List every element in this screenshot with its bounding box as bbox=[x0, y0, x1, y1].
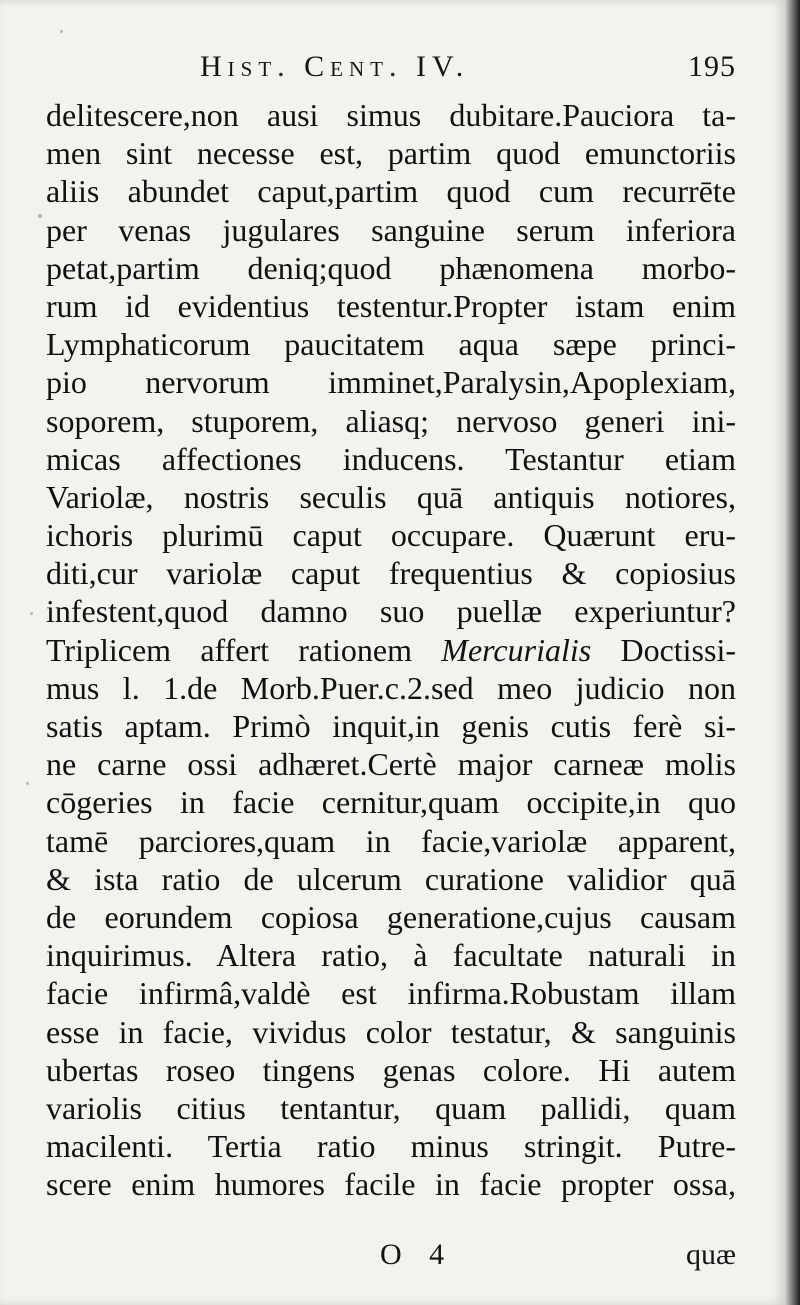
text-line: esse in facie, vividus color testatur, & sanguinis bbox=[46, 1013, 736, 1050]
text-line: & ista ratio de ulcerum curatione validior quā bbox=[46, 860, 736, 897]
text-line: Triplicem affert rationem Mercurialis Doctissi- bbox=[46, 631, 736, 668]
text-line: variolis citius tentantur, quam pallidi, quam bbox=[46, 1089, 736, 1126]
text-line: micas affectiones inducens. Testantur etiam bbox=[46, 440, 736, 477]
paper-speck bbox=[26, 782, 29, 785]
signature-mark: O 4 bbox=[380, 1238, 455, 1271]
text-line: facie infirmâ,valdè est infirma.Robustam illam bbox=[46, 975, 736, 1012]
text-line: ne carne ossi adhæret.Certè major carneæ molis bbox=[46, 746, 736, 783]
text-line: ichoris plurimū caput occupare. Quærunt eru- bbox=[46, 517, 736, 554]
text-line: soporem, stuporem, aliasq; nervoso generi ini- bbox=[46, 402, 736, 439]
text-line: Lymphaticorum paucitatem aqua sæpe princi- bbox=[46, 326, 736, 363]
paper-speck bbox=[38, 214, 42, 218]
text-line: delitescere,non ausi simus dubitare.Pauciora ta- bbox=[46, 97, 736, 133]
text-line: infestent,quod damno suo puellæ experiuntur? bbox=[46, 593, 736, 630]
text-line: satis aptam. Primò inquit,in genis cutis ferè si- bbox=[46, 708, 736, 744]
text-line: aliis abundet caput,partim quod cum recurrēte bbox=[46, 173, 736, 210]
paper-speck bbox=[60, 30, 63, 33]
text-line: cōgeries in facie cernitur,quam occipite,in quo bbox=[46, 784, 736, 821]
page-footer bbox=[0, 1234, 786, 1278]
text-line: petat,partim deniq;quod phænomena morbo- bbox=[46, 249, 736, 286]
text-line: men sint necesse est, partim quod emunctoriis bbox=[46, 135, 736, 172]
text-line: scere enim humores facile in facie propter ossa, bbox=[46, 1166, 736, 1203]
running-title: Hist. Cent. IV. bbox=[200, 50, 470, 83]
text-line: rum id evidentius testentur.Propter istam enim bbox=[46, 287, 736, 324]
text-line: de eorundem copiosa generatione,cujus causam bbox=[46, 898, 736, 935]
text-line: tamē parciores,quam in facie,variolæ apparent, bbox=[46, 822, 736, 859]
body-text bbox=[46, 96, 736, 1203]
page-header bbox=[0, 44, 786, 92]
text-line: pio nervorum imminet,Paralysin,Apoplexiam, bbox=[46, 364, 736, 401]
text-line: macilenti. Tertia ratio minus stringit. Putre- bbox=[46, 1128, 736, 1165]
text-line: ubertas roseo tingens genas colore. Hi autem bbox=[46, 1051, 736, 1088]
text-line: inquirimus. Altera ratio, à facultate naturali in bbox=[46, 937, 736, 974]
text-line: Variolæ, nostris seculis quā antiquis notiores, bbox=[46, 478, 736, 515]
page-number: 195 bbox=[688, 50, 736, 83]
text-line: mus l. 1.de Morb.Puer.c.2.sed meo judicio non bbox=[46, 669, 736, 706]
page-edge-shadow bbox=[786, 0, 800, 1305]
text-line: per venas jugulares sanguine serum inferiora bbox=[46, 211, 736, 248]
catchword: quæ bbox=[685, 1238, 736, 1271]
paper-speck bbox=[30, 612, 33, 615]
italic-name: Mercurialis bbox=[441, 631, 592, 668]
text-line: diti,cur variolæ caput frequentius & copiosius bbox=[46, 555, 736, 592]
